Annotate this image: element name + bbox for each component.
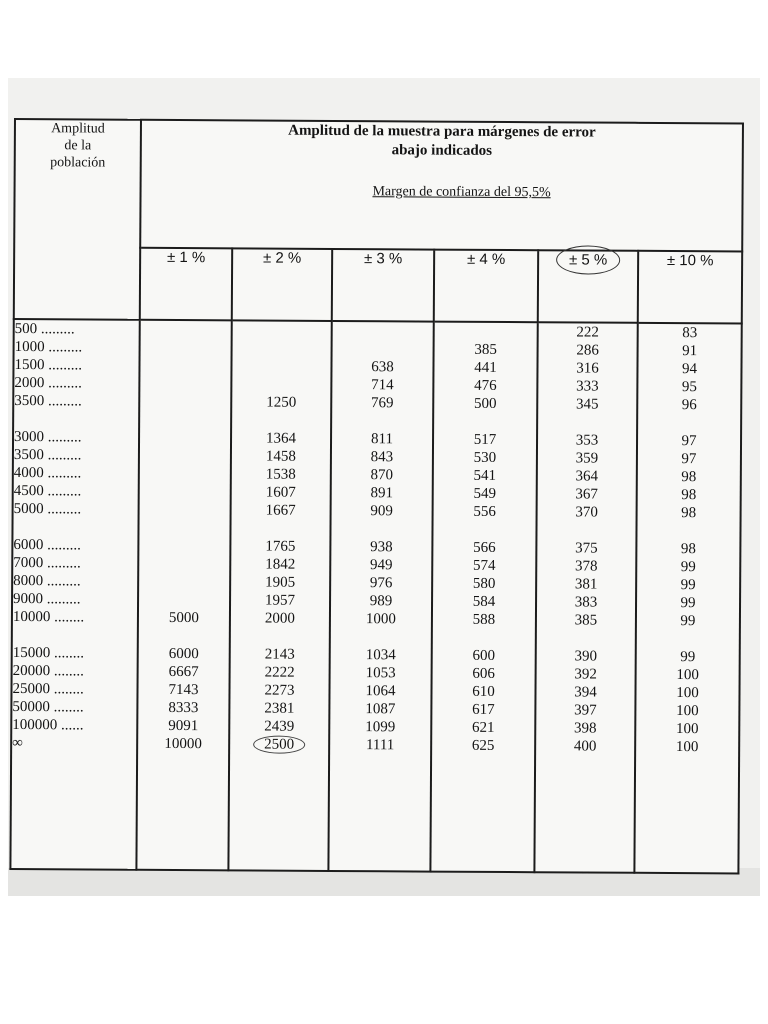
sample-size-value: 541 xyxy=(473,467,497,484)
row-group xyxy=(332,322,433,413)
sample-size-value: 353 xyxy=(575,432,599,449)
sample-size-value: 2143 xyxy=(264,646,295,663)
sample-size-value xyxy=(139,537,229,556)
sample-size-value: 91 xyxy=(682,343,698,360)
sample-size-value: 574 xyxy=(472,557,496,574)
population-value: 9000 ......... xyxy=(13,591,81,608)
sample-size-value: 400 xyxy=(573,738,597,755)
row-group xyxy=(433,539,536,630)
sample-size-value: 1842 xyxy=(265,556,296,573)
sample-size-value: 390 xyxy=(574,648,598,665)
row-group xyxy=(231,537,330,628)
row-group xyxy=(434,431,537,522)
sample-size-value xyxy=(140,393,230,412)
row-group xyxy=(140,321,231,412)
margin-header: ± 10 % xyxy=(638,251,742,324)
margin-header: ± 2 % xyxy=(232,248,332,321)
sample-size-value: 476 xyxy=(474,377,497,394)
population-value: 1500 ......... xyxy=(14,357,83,374)
sample-size-value xyxy=(140,465,230,484)
sample-size-value: 398 xyxy=(573,720,597,737)
population-value: 500 ......... xyxy=(14,321,75,338)
sample-size-value: 500 xyxy=(473,395,497,412)
sample-size-value: 1087 xyxy=(365,701,396,718)
confidence-margin-label: Margen de confianza del 95,5% xyxy=(372,184,551,201)
population-value: ∞ xyxy=(12,735,23,752)
sample-size-value: 7143 xyxy=(168,681,199,699)
sample-size-value: 2381 xyxy=(264,700,295,717)
sample-size-value: 588 xyxy=(472,611,496,628)
population-value: 15000 ........ xyxy=(12,645,85,662)
population-value: 4500 ......... xyxy=(13,483,82,500)
row-group xyxy=(14,320,139,411)
sample-size-value: 359 xyxy=(575,450,599,467)
sample-size-value xyxy=(140,483,230,502)
row-group xyxy=(138,645,229,754)
hand-drawn-circle: ± 5 % xyxy=(556,245,620,274)
margin-header: ± 4 % xyxy=(434,250,538,323)
margin-3-column xyxy=(328,321,433,872)
sample-size-value: 610 xyxy=(472,683,495,700)
sample-size-value: 394 xyxy=(574,684,597,701)
sample-size-value xyxy=(232,375,330,394)
sample-size-value: 375 xyxy=(575,540,598,557)
sample-size-value: 222 xyxy=(576,324,599,341)
sample-size-value: 441 xyxy=(474,359,497,376)
population-value: 25000 ........ xyxy=(12,681,84,698)
data-row xyxy=(10,319,741,873)
population-value: 3500 ......... xyxy=(14,393,82,410)
sample-size-value: 397 xyxy=(574,702,597,719)
row-group xyxy=(232,321,331,412)
sample-size-value: 1053 xyxy=(365,665,396,682)
sample-size-value: 606 xyxy=(472,665,495,682)
sample-size-value xyxy=(140,375,230,394)
sample-size-value: 621 xyxy=(471,719,495,736)
row-group xyxy=(139,537,230,628)
sample-size-value xyxy=(139,555,229,574)
sample-size-value: 286 xyxy=(576,342,599,359)
sample-size-value: 1111 xyxy=(365,737,395,754)
sample-size-value: 584 xyxy=(472,593,496,610)
sample-size-value: 8333 xyxy=(168,699,199,717)
sample-size-value: 949 xyxy=(369,557,393,574)
sample-size-value: 98 xyxy=(681,469,697,486)
sample-size-value: 566 xyxy=(473,539,496,556)
margin-header: ± 1 % xyxy=(140,248,232,321)
row-group xyxy=(13,536,138,627)
row-group xyxy=(332,430,433,521)
row-group xyxy=(12,644,137,753)
sample-size-value: 100 xyxy=(675,739,699,756)
sample-size-value: 98 xyxy=(680,541,696,558)
margin-4-column xyxy=(430,322,537,873)
row-group xyxy=(434,323,537,414)
sample-size-value: 381 xyxy=(574,576,598,593)
margin-1-column xyxy=(136,320,231,871)
population-value: 20000 ........ xyxy=(12,663,84,680)
sample-size-value xyxy=(140,429,230,448)
row-group xyxy=(331,538,432,629)
row-group xyxy=(536,647,635,756)
sample-size-value: 98 xyxy=(681,487,697,504)
sample-size-value: 714 xyxy=(371,377,394,394)
sample-size-value: 316 xyxy=(576,360,599,377)
sample-size-value xyxy=(140,447,230,466)
sample-size-value: 1607 xyxy=(265,484,296,501)
sample-size-value xyxy=(140,501,230,520)
sample-size-value: 383 xyxy=(574,594,598,611)
sample-size-value: 1034 xyxy=(365,647,396,664)
population-value: 1000 ......... xyxy=(14,339,83,356)
sample-size-value: 1905 xyxy=(265,574,296,591)
margin-2-column xyxy=(228,320,331,871)
sample-size-value: 385 xyxy=(574,612,598,629)
sample-size-value: 2273 xyxy=(264,682,295,699)
sample-size-value xyxy=(232,357,330,376)
sample-size-value xyxy=(333,322,433,341)
sample-size-value: 2222 xyxy=(264,664,295,681)
sample-size-value: 99 xyxy=(680,613,696,630)
sample-size-value: 556 xyxy=(473,503,496,520)
sample-size-value: 1957 xyxy=(265,592,296,609)
population-header-line: población xyxy=(50,155,106,171)
sample-size-value: 99 xyxy=(680,559,696,576)
sample-size-value: 1064 xyxy=(365,683,396,700)
sample-size-value: 517 xyxy=(473,431,497,448)
population-value: 3000 ......... xyxy=(14,429,82,446)
sample-size-value: 97 xyxy=(681,433,697,450)
sample-size-value: 345 xyxy=(575,396,599,413)
sample-size-table-container xyxy=(9,118,742,874)
sample-size-value: 811 xyxy=(371,431,394,448)
sample-size-value: 625 xyxy=(471,737,495,754)
row-group xyxy=(232,429,331,520)
sample-size-value: 769 xyxy=(370,395,394,412)
sample-size-value: 600 xyxy=(472,647,496,664)
population-header-line: de la xyxy=(64,138,92,154)
sample-size-title: Amplitud de la muestra para márgenes de error abajo indicados xyxy=(288,122,596,159)
sample-size-value: 99 xyxy=(680,649,696,666)
sample-size-value xyxy=(141,339,231,358)
sample-size-value: 367 xyxy=(575,486,599,503)
sample-size-value: 2000 xyxy=(264,610,295,627)
sample-size-value: 100 xyxy=(675,721,699,738)
sample-size-value xyxy=(233,339,331,358)
population-value: 6000 ......... xyxy=(13,537,81,554)
sample-size-value: 392 xyxy=(574,666,597,683)
header-row xyxy=(14,119,743,251)
sample-size-value xyxy=(230,735,328,754)
sample-size-value: 1250 xyxy=(266,394,297,411)
population-header xyxy=(14,119,141,320)
sample-size-value: 6000 xyxy=(168,645,199,663)
row-group xyxy=(330,646,431,755)
population-column xyxy=(10,319,139,870)
sample-size-value: 10000 xyxy=(164,735,202,753)
sample-size-value: 98 xyxy=(681,505,697,522)
sample-size-value xyxy=(233,321,331,340)
population-value: 100000 ...... xyxy=(12,717,84,734)
sample-size-value: 6667 xyxy=(168,663,199,681)
sample-size-value: 9091 xyxy=(168,717,199,735)
sample-size-value: 909 xyxy=(370,503,393,520)
sample-size-value: 385 xyxy=(474,341,497,358)
sample-size-value: 976 xyxy=(369,575,393,592)
sample-size-value: 549 xyxy=(473,485,497,502)
sample-size-value: 580 xyxy=(472,575,496,592)
sample-size-value xyxy=(435,323,537,342)
sample-size-value: 83 xyxy=(682,325,698,342)
sample-size-value: 94 xyxy=(681,361,698,378)
sample-size-value: 100 xyxy=(676,667,699,684)
population-value: 7000 ......... xyxy=(13,555,81,572)
population-value: 3500 ......... xyxy=(13,447,82,464)
sample-size-header xyxy=(140,120,743,252)
sample-size-value: 638 xyxy=(371,359,394,376)
sample-size-value xyxy=(140,357,230,376)
sample-size-value: 378 xyxy=(574,558,598,575)
sample-size-value xyxy=(139,573,229,592)
population-value: 10000 ........ xyxy=(12,609,85,626)
sample-size-value: 1364 xyxy=(265,430,297,447)
sample-size-value: 1000 xyxy=(365,611,396,628)
sample-size-value: 843 xyxy=(370,449,394,466)
sample-size-value: 96 xyxy=(681,397,697,414)
row-group xyxy=(537,539,636,630)
row-group xyxy=(636,648,739,757)
margin-10-column xyxy=(634,323,741,874)
sample-size-value: 870 xyxy=(370,467,394,484)
population-value: 50000 ........ xyxy=(12,699,84,716)
sample-size-value xyxy=(333,340,433,359)
sample-size-value: 100 xyxy=(676,685,699,702)
sample-size-value: 530 xyxy=(473,449,497,466)
row-group xyxy=(432,647,535,756)
sample-size-value: 1099 xyxy=(365,719,396,736)
population-value: 4000 ......... xyxy=(13,465,82,482)
sample-size-value: 989 xyxy=(369,593,393,610)
sample-size-value xyxy=(141,321,231,340)
population-value: 8000 ......... xyxy=(13,573,81,590)
sample-size-value: 95 xyxy=(681,379,697,396)
sample-size-table xyxy=(9,118,744,874)
sample-size-value: 891 xyxy=(370,485,394,502)
population-value: 5000 ......... xyxy=(13,501,82,518)
row-group xyxy=(538,431,637,522)
row-group xyxy=(637,540,740,631)
hand-drawn-circle: 2500 xyxy=(253,735,305,753)
row-group xyxy=(230,645,329,754)
sample-size-value: 99 xyxy=(680,577,696,594)
sample-size-value: 5000 xyxy=(168,609,199,627)
sample-size-value: 333 xyxy=(576,378,599,395)
row-group xyxy=(538,323,637,414)
row-group xyxy=(638,324,741,415)
population-header-line: Amplitud xyxy=(51,121,105,137)
margin-header: ± 3 % xyxy=(332,249,434,322)
sample-size-value: 364 xyxy=(575,468,599,485)
row-group xyxy=(14,428,139,519)
sample-size-value: 2439 xyxy=(264,718,295,735)
sample-size-value: 370 xyxy=(575,504,598,521)
row-group xyxy=(638,432,741,523)
sample-size-value: 1538 xyxy=(265,466,296,483)
sample-size-value: 617 xyxy=(472,701,495,718)
margin-5-column xyxy=(534,322,637,873)
row-group xyxy=(140,429,231,520)
sample-size-value xyxy=(139,591,229,610)
sample-size-value: 938 xyxy=(370,539,393,556)
sample-size-value: 1458 xyxy=(265,448,296,465)
sample-size-value: 100 xyxy=(676,703,699,720)
sample-size-value: 1667 xyxy=(265,502,296,519)
population-value: 2000 ......... xyxy=(14,375,82,392)
sample-size-value: 99 xyxy=(680,595,696,612)
sample-size-value: 1765 xyxy=(265,538,296,555)
margin-header-circled xyxy=(538,250,638,323)
sample-size-value: 97 xyxy=(681,451,697,468)
